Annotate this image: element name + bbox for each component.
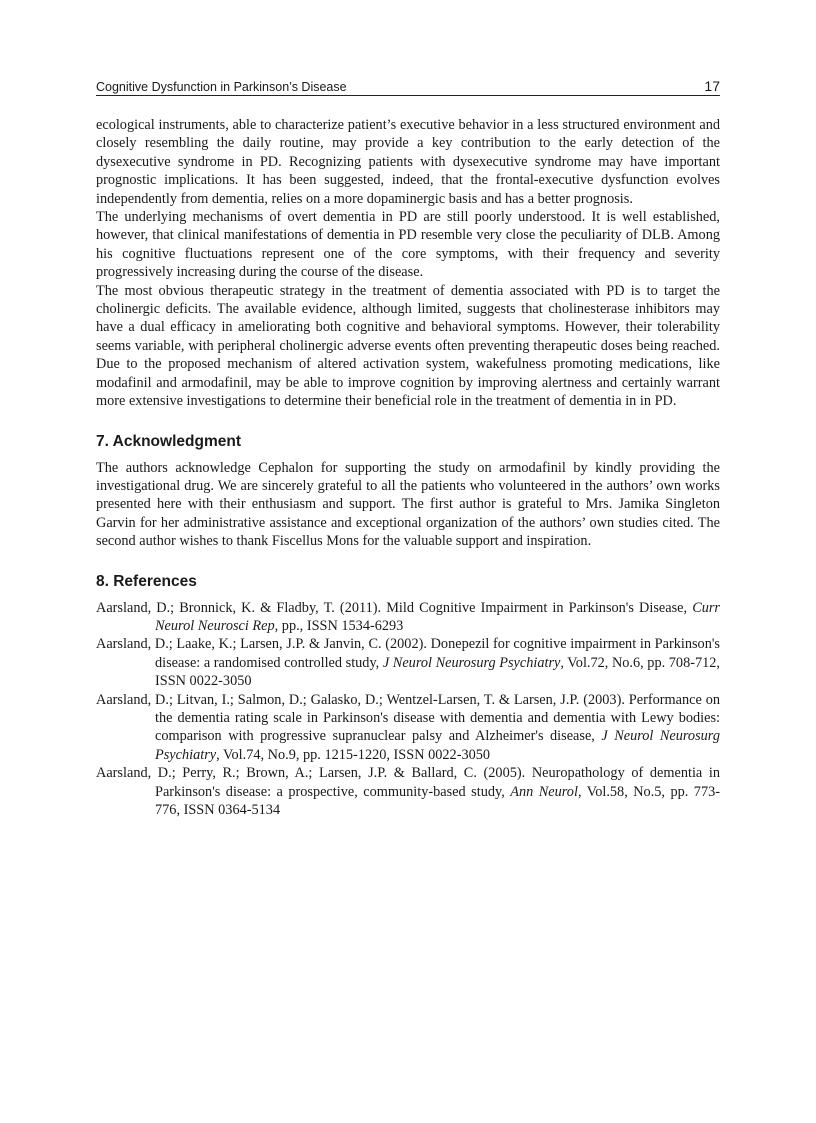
- body-paragraph: ecological instruments, able to characterize patient’s executive behavior in a less structured environment and closely resembling the daily routine, may provide a key contribution to the early detection of the dysexecutive syndrome in PD. Recognizing patients with dysexecutive syndrome may have important prognostic implications. It has been suggested, indeed, that the frontal-executive dysfunction evolves independently from dementia, relies on a more dopaminergic basis and has a better prognosis.: [96, 117, 720, 207]
- references-heading: 8. References: [96, 572, 197, 590]
- reference-text: Aarsland, D.; Laake, K.; Larsen, J.P. & Janvin, C. (2002). Donepezil for cognitive impairment in Parkinson's disease: a randomised controlled study,: [96, 636, 720, 671]
- reference-journal: J Neurol Neurosurg Psychiatry: [155, 728, 720, 763]
- page: [96, 78, 720, 819]
- acknowledgment-text: The authors acknowledge Cephalon for supporting the study on armodafinil by kindly providing the investigational drug. We are sincerely grateful to all the patients who volunteered in the authors’ own works presented here with their enthusiasm and support. The first author is grateful to Mrs. Jamika Singleton Garvin for her administrative assistance and exceptional organization of the authors’ own studies cited. The second author wishes to thank Fiscellus Mons for the valuable support and inspiration.: [96, 459, 720, 550]
- reference-details: , Vol.58, No.5, pp. 773-776, ISSN 0364-5134: [155, 783, 720, 818]
- reference-details: , Vol.72, No.6, pp. 708-712, ISSN 0022-3050: [155, 654, 720, 690]
- body-paragraph: The underlying mechanisms of overt dementia in PD are still poorly understood. It is well established, however, that clinical manifestations of dementia in PD resemble very close the peculiarity of DLB. Among his cognitive fluctuations represent one of the core symptoms, with their frequency and severity progressively increasing during the course of the disease.: [96, 209, 720, 281]
- reference-item: [96, 691, 720, 765]
- reference-journal: Curr Neurol Neurosci Rep: [155, 599, 720, 634]
- running-title: Cognitive Dysfunction in Parkinson’s Disease: [96, 80, 347, 94]
- reference-text: Aarsland, D.; Litvan, I.; Salmon, D.; Galasko, D.; Wentzel-Larsen, T. & Larsen, J.P. (2003). Performance on the dementia rating scale in Parkinson's disease with dementia and dementia with Lewy bodies: comparison with progressive supranuclear palsy and Alzheimer's disease,: [96, 691, 720, 745]
- reference-journal: J Neurol Neurosurg Psychiatry: [382, 654, 561, 671]
- reference-journal: Ann Neurol: [510, 783, 578, 800]
- reference-list: [96, 599, 720, 820]
- reference-details: , Vol.74, No.9, pp. 1215-1220, ISSN 0022-3050: [216, 746, 491, 763]
- reference-text: Aarsland, D.; Bronnick, K. & Fladby, T. (2011). Mild Cognitive Impairment in Parkinson's Disease,: [96, 599, 693, 616]
- reference-details: , pp., ISSN 1534-6293: [274, 617, 404, 634]
- reference-item: [96, 599, 720, 636]
- body-text: [96, 116, 720, 411]
- running-header: [96, 78, 720, 96]
- body-paragraph: The most obvious therapeutic strategy in the treatment of dementia associated with PD is to target the cholinergic deficits. The available evidence, although limited, suggests that cholinesterase inhibitors may have a dual efficacy in ameliorating both cognitive and behavioral symptoms. However, their tolerability seems variable, with peripheral cholinergic adverse events often preventing therapeutic doses being reached. Due to the proposed mechanism of altered activation system, wakefulness promoting medications, like modafinil and armodafinil, may be able to improve cognition by improving alertness and certainly warrant more extensive investigations to determine their beneficial role in the treatment of dementia in in PD.: [96, 282, 720, 410]
- reference-item: [96, 635, 720, 690]
- acknowledgment-section: [96, 459, 720, 551]
- page-number: 17: [704, 78, 720, 94]
- reference-item: [96, 764, 720, 819]
- acknowledgment-heading: 7. Acknowledgment: [96, 432, 241, 450]
- reference-text: Aarsland, D.; Perry, R.; Brown, A.; Larsen, J.P. & Ballard, C. (2005). Neuropathology of dementia in Parkinson's disease: a prospective, community-based study,: [96, 765, 720, 800]
